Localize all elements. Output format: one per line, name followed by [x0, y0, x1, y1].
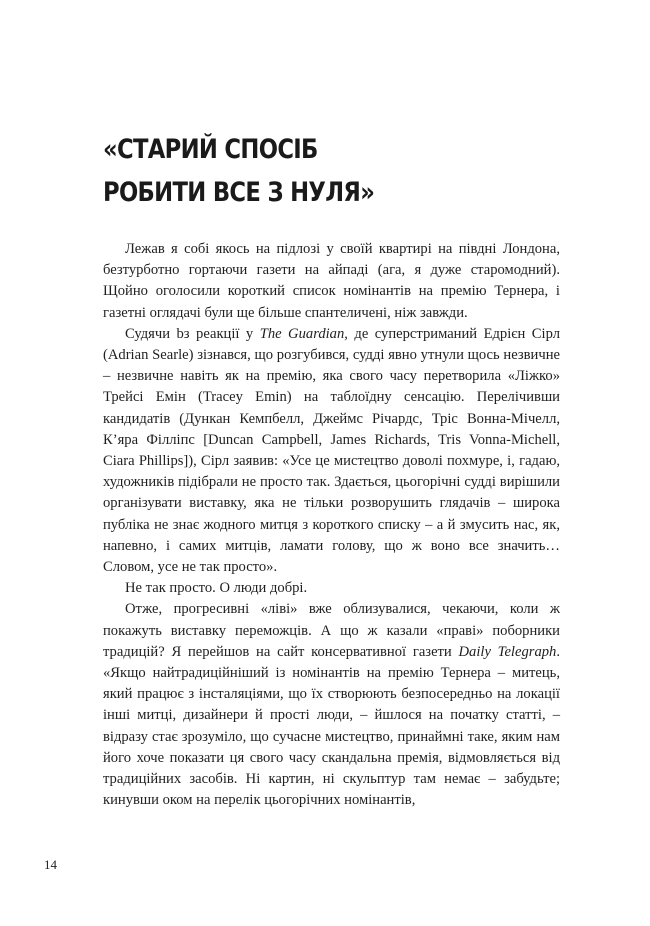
paragraph-4-rest: . «Якщо найтрадиційніший із номінантів на премію Тернера – митець, який працює з інсталяціями, що їх створюють безпосередньо на локації інші митці, дизайнери й прості люди, – йшлося на початку статті, – відразу стає зрозуміло, що сучасне мистецтво, принаймні таке, яким нам його хоче показати ця свого часу скандальна премія, відмовляється від традиційних засобів. Ні картин, ні скульптур там немає – забудьте; кинувши оком на перелік цьогорічних номінантів,	[103, 643, 560, 809]
page-number: 14	[44, 857, 57, 872]
paragraph-4	[103, 599, 560, 811]
source-the-guardian: The Guardian	[259, 325, 345, 342]
paragraph-3: Не так просто. О люди добрі.	[125, 580, 308, 597]
body-text	[103, 239, 560, 811]
paragraph-2	[103, 324, 560, 578]
chapter-title-line-2: РОБИТИ ВСЕ З НУЛЯ»	[103, 177, 375, 208]
source-daily-telegraph: Daily Telegraph	[458, 643, 557, 660]
paragraph-4-start: Отже, прогресивні «ліві» вже облизувалися, чекаючи, коли ж покажуть виставку переможців. А що ж казали «праві» поборники традицій? Я перейшов на сайт консервативної газети	[103, 601, 560, 660]
paragraph-2-start: Судячи bз реакції у	[125, 325, 260, 342]
chapter-title-line-1: «СТАРИЙ СПОСІБ	[103, 134, 318, 165]
paragraph-1: Лежав я собі якось на підлозі у своїй квартирі на півдні Лондона, безтурботно гортаючи газети на айпаді (ага, я дуже старомодний). Щойно оголосили короткий список номінантів на премію Тернера, і газетні оглядачі були ще більше спантеличені, ніж завжди.	[103, 241, 560, 321]
chapter-title	[103, 128, 498, 214]
paragraph-2-rest: , де суперстриманий Едрієн Сірл (Adrian Searle) зізнався, що розгубився, судді явно утнули щось незвичне – незвичне навіть як на премію, яка свого часу перетворила «Ліжко» Трейсі Емін (Tracey Emin) на таблоїдну сенсацію. Перелічивши кандидатів (Дункан Кемпбелл, Джеймс Річардс, Тріс Вонна-Мічелл, К’яра Філліпс [Duncan Campbell, James Richards, Tris Vonna-Michell, Ciara Phillips]), Сірл заявив: «Усе це мистецтво доволі похмуре, і, гадаю, художників підібрали не просто так. Здається, цьогорічні судді вирішили організувати виставку, яка не тільки розворушить глядачів – широка публіка не знає жодного митця з короткого списку – а й змусить нас, як, напевно, і самих митців, ламати голову, що ж воно все значить… Словом, усе не так просто».	[103, 325, 560, 576]
